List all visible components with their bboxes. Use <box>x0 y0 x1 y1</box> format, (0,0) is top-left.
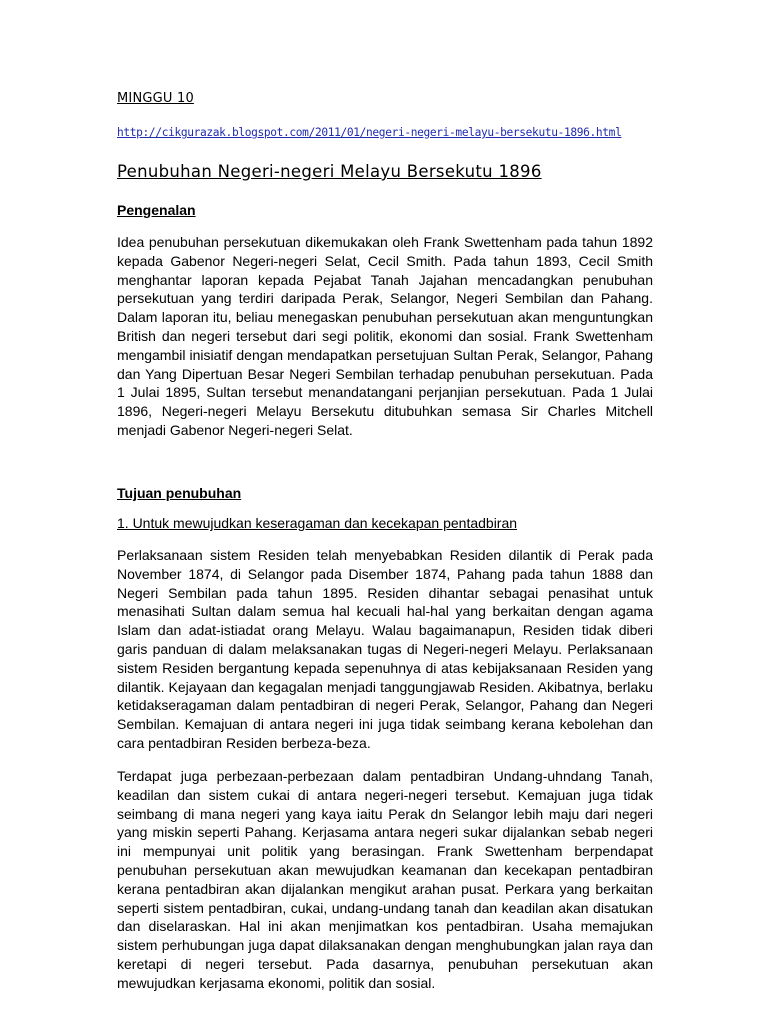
section-heading-tujuan: Tujuan penubuhan <box>117 485 242 501</box>
document-title: Penubuhan Negeri-negeri Melayu Bersekutu 1896 <box>117 162 542 181</box>
subheading-keseragaman: 1. Untuk mewujudkan keseragaman dan kecekapan pentadbiran <box>117 515 518 531</box>
paragraph-tujuan-2: Terdapat juga perbezaan-perbezaan dalam pentadbiran Undang-uhndang Tanah, keadilan dan sistem cukai di antara negeri-negeri tersebut. Kemajuan juga tidak seimbang di mana negeri yang kaya iaitu Perak dn Selangor lebih maju dari negeri yang miskin seperti Pahang. Kerjasama antara negeri sukar dijalankan sebab negeri ini mempunyai unit politik yang berasingan. Frank Swettenham berpendapat penubuhan persekutuan akan mewujudkan keamanan dan kecekapan pentadbiran kerana pentadbiran akan dijalankan mengikut arahan pusat. Perkara yang berkaitan seperti sistem pentadbiran, cukai, undang-undang tanah dan keadilan akan disatukan dan diselaraskan. Hal ini akan menjimatkan kos pentadbiran. Usaha memajukan sistem perhubungan juga dapat dilaksanakan dengan menghubungkan jalan raya dan keretapi di negeri tersebut. Pada dasarnya, penubuhan persekutuan akan mewujudkan kerjasama ekonomi, politik dan sosial. <box>117 768 653 991</box>
section-heading-pengenalan: Pengenalan <box>117 202 196 218</box>
paragraph-pengenalan: Idea penubuhan persekutuan dikemukakan oleh Frank Swettenham pada tahun 1892 kepada Gabenor Negeri-negeri Selat, Cecil Smith. Pada tahun 1893, Cecil Smith menghantar laporan kepada Pejabat Tanah Jajahan mencadangkan penubuhan persekutuan yang terdiri daripada Perak, Selangor, Negeri Sembilan dan Pahang. Dalam laporan itu, beliau menegaskan penubuhan persekutuan akan menguntungkan British dan negeri tersebut dari segi politik, ekonomi dan sosial. Frank Swettenham mengambil inisiatif dengan mendapatkan persetujuan Sultan Perak, Selangor, Pahang dan Yang Dipertuan Besar Negeri Sembilan terhadap penubuhan persekutuan. Pada 1 Julai 1895, Sultan tersebut menandatangani perjanjian persekutuan. Pada 1 Julai 1896, Negeri-negeri Melayu Bersekutu ditubuhkan semasa Sir Charles Mitchell menjadi Gabenor Negeri-negeri Selat. <box>117 234 653 438</box>
source-url-link[interactable]: http://cikgurazak.blogspot.com/2011/01/negeri-negeri-melayu-bersekutu-1896.html <box>117 126 622 139</box>
paragraph-tujuan-1: Perlaksanaan sistem Residen telah menyebabkan Residen dilantik di Perak pada November 1874, di Selangor pada Disember 1874, Pahang pada tahun 1888 dan Negeri Sembilan pada tahun 1895. Residen dihantar sebagai penasihat untuk menasihati Sultan dalam semua hal kecuali hal-hal yang berkaitan dengan agama Islam dan adat-istiadat orang Melayu. Walau bagaimanapun, Residen tidak diberi garis panduan di dalam melaksanakan tugas di Negeri-negeri Melayu. Perlaksanaan sistem Residen bergantung kepada sepenuhnya di atas kebijaksanaan Residen yang dilantik. Kejayaan dan kegagalan menjadi tanggungjawab Residen. Akibatnya, berlaku ketidakseragaman dalam pentadbiran di negeri Perak, Selangor, Pahang dan Negeri Sembilan. Kemajuan di antara negeri ini juga tidak seimbang kerana kebolehan dan cara pentadbiran Residen berbeza-beza. <box>117 547 653 751</box>
week-label: MINGGU 10 <box>117 91 194 106</box>
